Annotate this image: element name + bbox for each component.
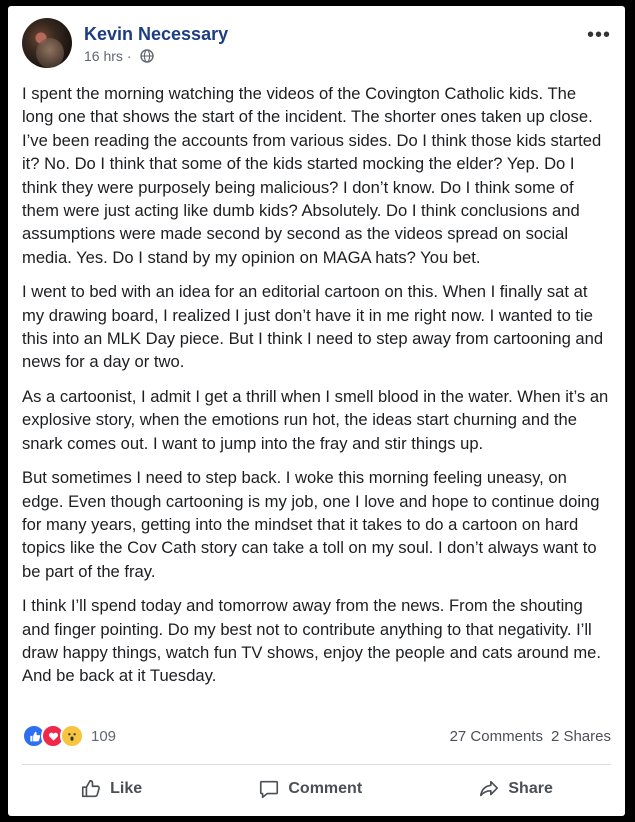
avatar[interactable] (22, 18, 72, 68)
comments-count[interactable]: 27 Comments (449, 727, 543, 745)
engagement-counts (450, 728, 611, 745)
share-label: Share (508, 780, 553, 797)
post-paragraph: But sometimes I need to step back. I woke this morning feeling uneasy, on edge. Even though cartooning is my job, one I love and hope to continue doing for many years, getting into the mindset that it takes to do a cartoon on hard topics like the Cov Cath story can take a toll on my soul. I don’t always want to be part of the fray. (22, 468, 600, 581)
comment-button[interactable] (258, 778, 362, 800)
divider (22, 764, 611, 765)
comment-icon (258, 778, 280, 800)
post-time[interactable]: 16 hrs (84, 48, 123, 64)
post-header (22, 18, 611, 74)
author-name[interactable]: Kevin Necessary (84, 24, 229, 44)
reaction-summary[interactable] (22, 724, 116, 748)
wow-icon (60, 724, 84, 748)
action-bar (22, 768, 611, 810)
share-arrow-icon (478, 778, 500, 800)
thumbs-up-icon (80, 778, 102, 800)
post-paragraph: As a cartoonist, I admit I get a thrill when I smell blood in the water. When it’s an explosive story, when the emotions run hot, the ideas start churning and the snark comes out. I want to jump into the fray and stir things up. (22, 386, 609, 453)
comment-label: Comment (288, 780, 363, 797)
like-label: Like (110, 780, 143, 797)
meta-separator: · (126, 48, 132, 64)
post-paragraph: I spent the morning watching the videos of the Covington Catholic kids. The long one that shows the start of the incident. The shorter ones taken up close. I’ve been reading the accounts from various sides. Do I think those kids started it? No. Do I think that some of the kids started mocking the elder? Yep. Do I think they were purposely being malicious? I don’t know. Do I think some of them were just acting like dumb kids? Absolutely. Do I think conclusions and assumptions were made second by second as the videos spread on social media. Yes. Do I stand by my opinion on MAGA hats? You bet. (22, 84, 602, 267)
reaction-count: 109 (91, 727, 117, 745)
post-body (22, 82, 612, 699)
post-card (8, 6, 625, 816)
post-meta (84, 48, 154, 64)
post-paragraph: I think I’ll spend today and tomorrow away from the news. From the shouting and finger pointing. Do my best not to contribute anything to that negativity. I’ll draw happy things, watch fun TV shows, enjoy the people and cats around me. And be back at it Tuesday. (22, 596, 601, 686)
share-button[interactable] (478, 778, 552, 800)
like-button[interactable] (80, 778, 142, 800)
shares-count[interactable]: 2 Shares (550, 727, 611, 745)
more-options-icon[interactable]: ••• (586, 24, 611, 46)
reactions-row (22, 722, 611, 750)
globe-icon[interactable] (140, 49, 154, 63)
post-paragraph: I went to bed with an idea for an editorial cartoon on this. When I finally sat at my drawing board, I realized I just don’t have it in me right now. I wanted to tie this into an MLK Day piece. But I think I need to step away from cartooning and news for a day or two. (22, 282, 604, 372)
